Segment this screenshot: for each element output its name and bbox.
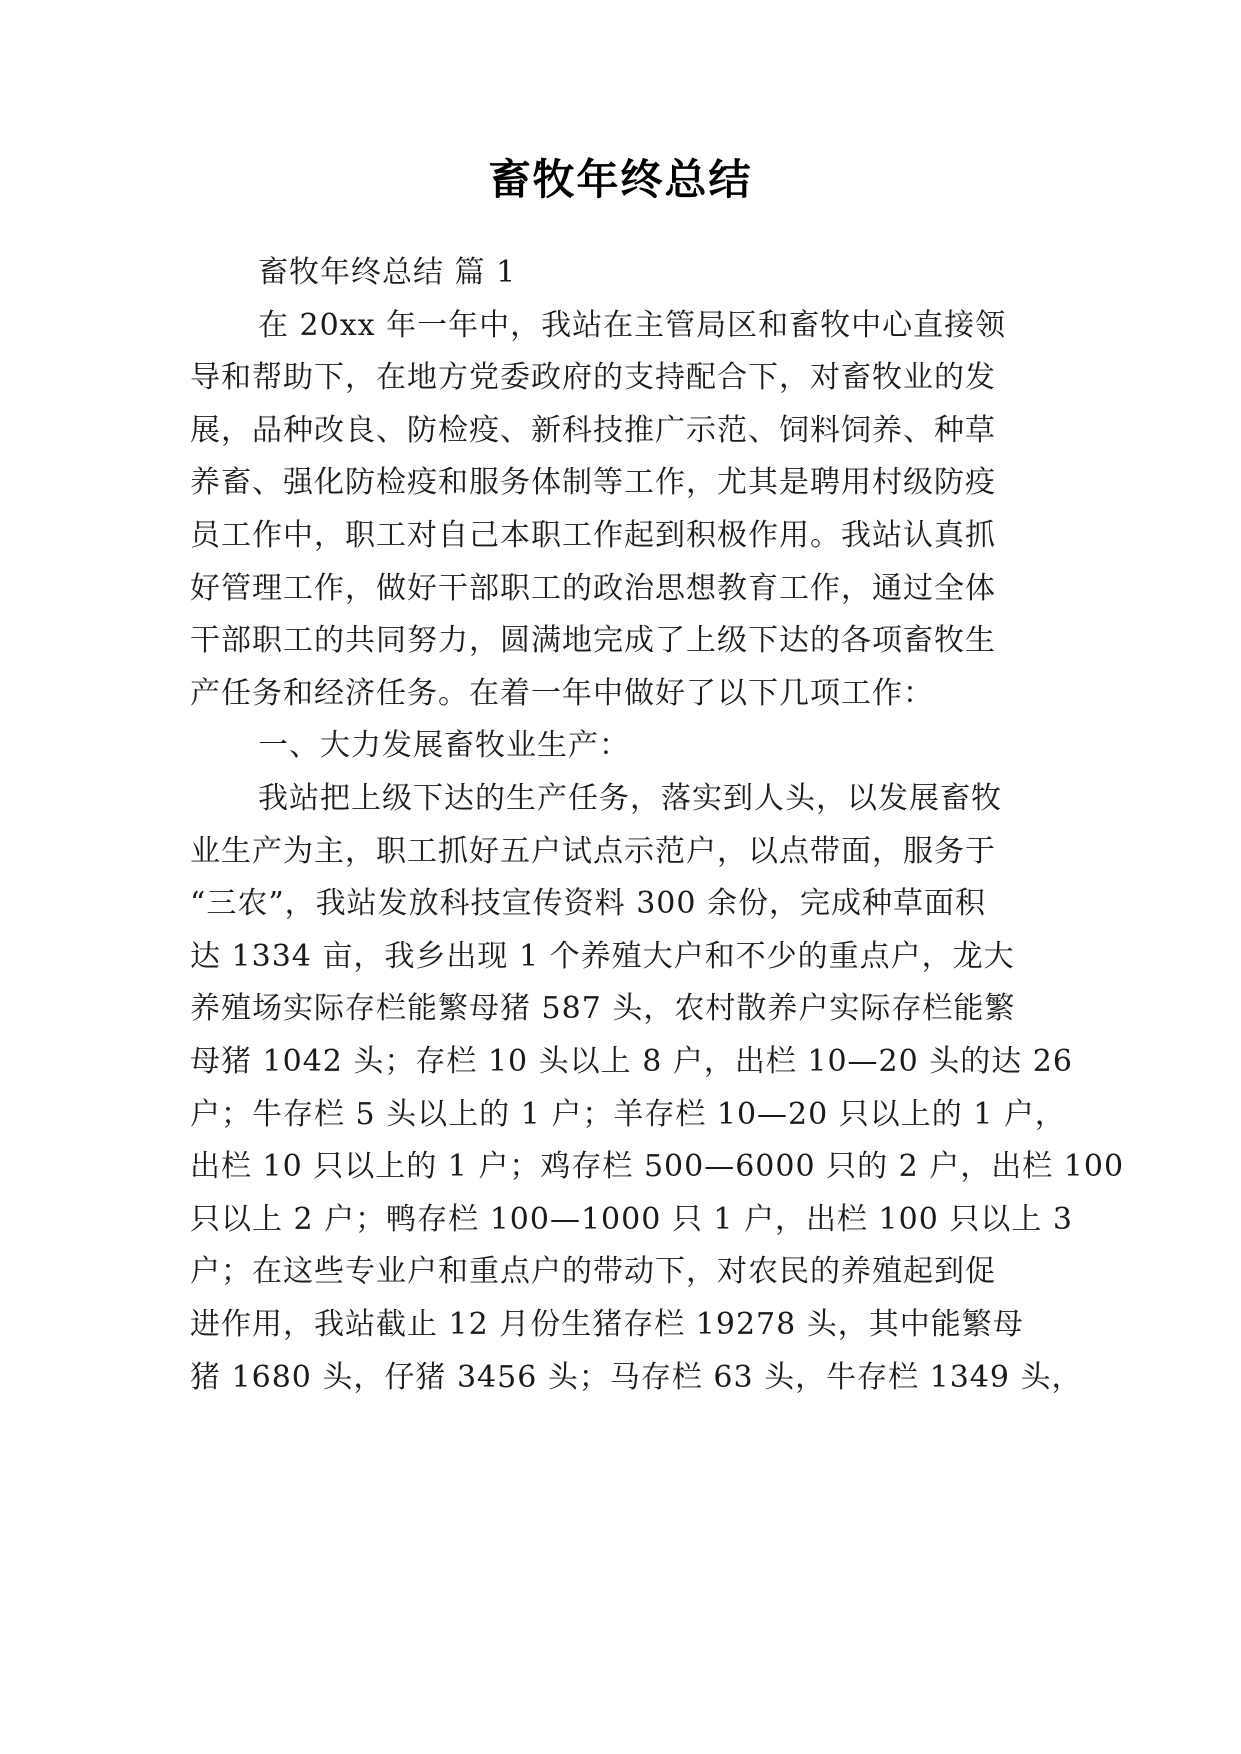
text-line: 干部职工的共同努力，圆满地完成了上级下达的各项畜牧生 [190,623,996,659]
text-line: 一、大力发展畜牧业生产： [258,728,630,764]
text-line: 我站把上级下达的生产任务，落实到人头，以发展畜牧 [258,781,1002,816]
text-line: 出栏 10 只以上的 1 户；鸡存栏 500—6000 只的 2 户，出栏 100 [190,1149,1125,1185]
text-line: 好管理工作，做好干部职工的政治思想教育工作，通过全体 [190,570,996,606]
text-line: 员工作中，职工对自己本职工作起到积极作用。我站认真抓 [190,518,996,553]
text-line: “三农”，我站发放科技宣传资料 300 余份，完成种草面积 [190,886,987,922]
text-line: 猪 1680 头，仔猪 3456 头；马存栏 63 头，牛存栏 1349 头， [190,1359,1083,1395]
text-line: 导和帮助下，在地方党委政府的支持配合下，对畜牧业的发 [190,360,996,396]
document-title: 畜牧年终总结 [488,155,753,204]
text-line: 进作用，我站截止 12 月份生猪存栏 19278 头，其中能繁母 [190,1307,1024,1342]
text-line: 业生产为主，职工抓好五户试点示范户，以点带面，服务于 [190,833,996,869]
text-line: 只以上 2 户；鸭存栏 100—1000 只 1 户，出栏 100 只以上 3 [190,1201,1073,1237]
text-line: 户；牛存栏 5 头以上的 1 户；羊存栏 10—20 只以上的 1 户， [190,1096,1066,1132]
text-line: 养殖场实际存栏能繁母猪 587 头，农村散养户实际存栏能繁 [190,991,1016,1027]
text-line: 在 20xx 年一年中，我站在主管局区和畜牧中心直接领 [258,307,1007,343]
text-line: 户；在这些专业户和重点户的带动下，对农民的养殖起到促 [190,1254,996,1290]
text-line: 母猪 1042 头；存栏 10 头以上 8 户，出栏 10—20 头的达 26 [190,1044,1073,1079]
text-line: 达 1334 亩，我乡出现 1 个养殖大户和不少的重点户，龙大 [190,938,1015,974]
text-line: 养畜、强化防检疫和服务体制等工作，尤其是聘用村级防疫 [190,465,996,501]
text-line: 畜牧年终总结 篇 1 [258,255,517,290]
text-line: 产任务和经济任务。在着一年中做好了以下几项工作： [190,675,934,711]
text-line: 展，品种改良、防检疫、新科技推广示范、饲料饲养、种草 [190,412,996,448]
